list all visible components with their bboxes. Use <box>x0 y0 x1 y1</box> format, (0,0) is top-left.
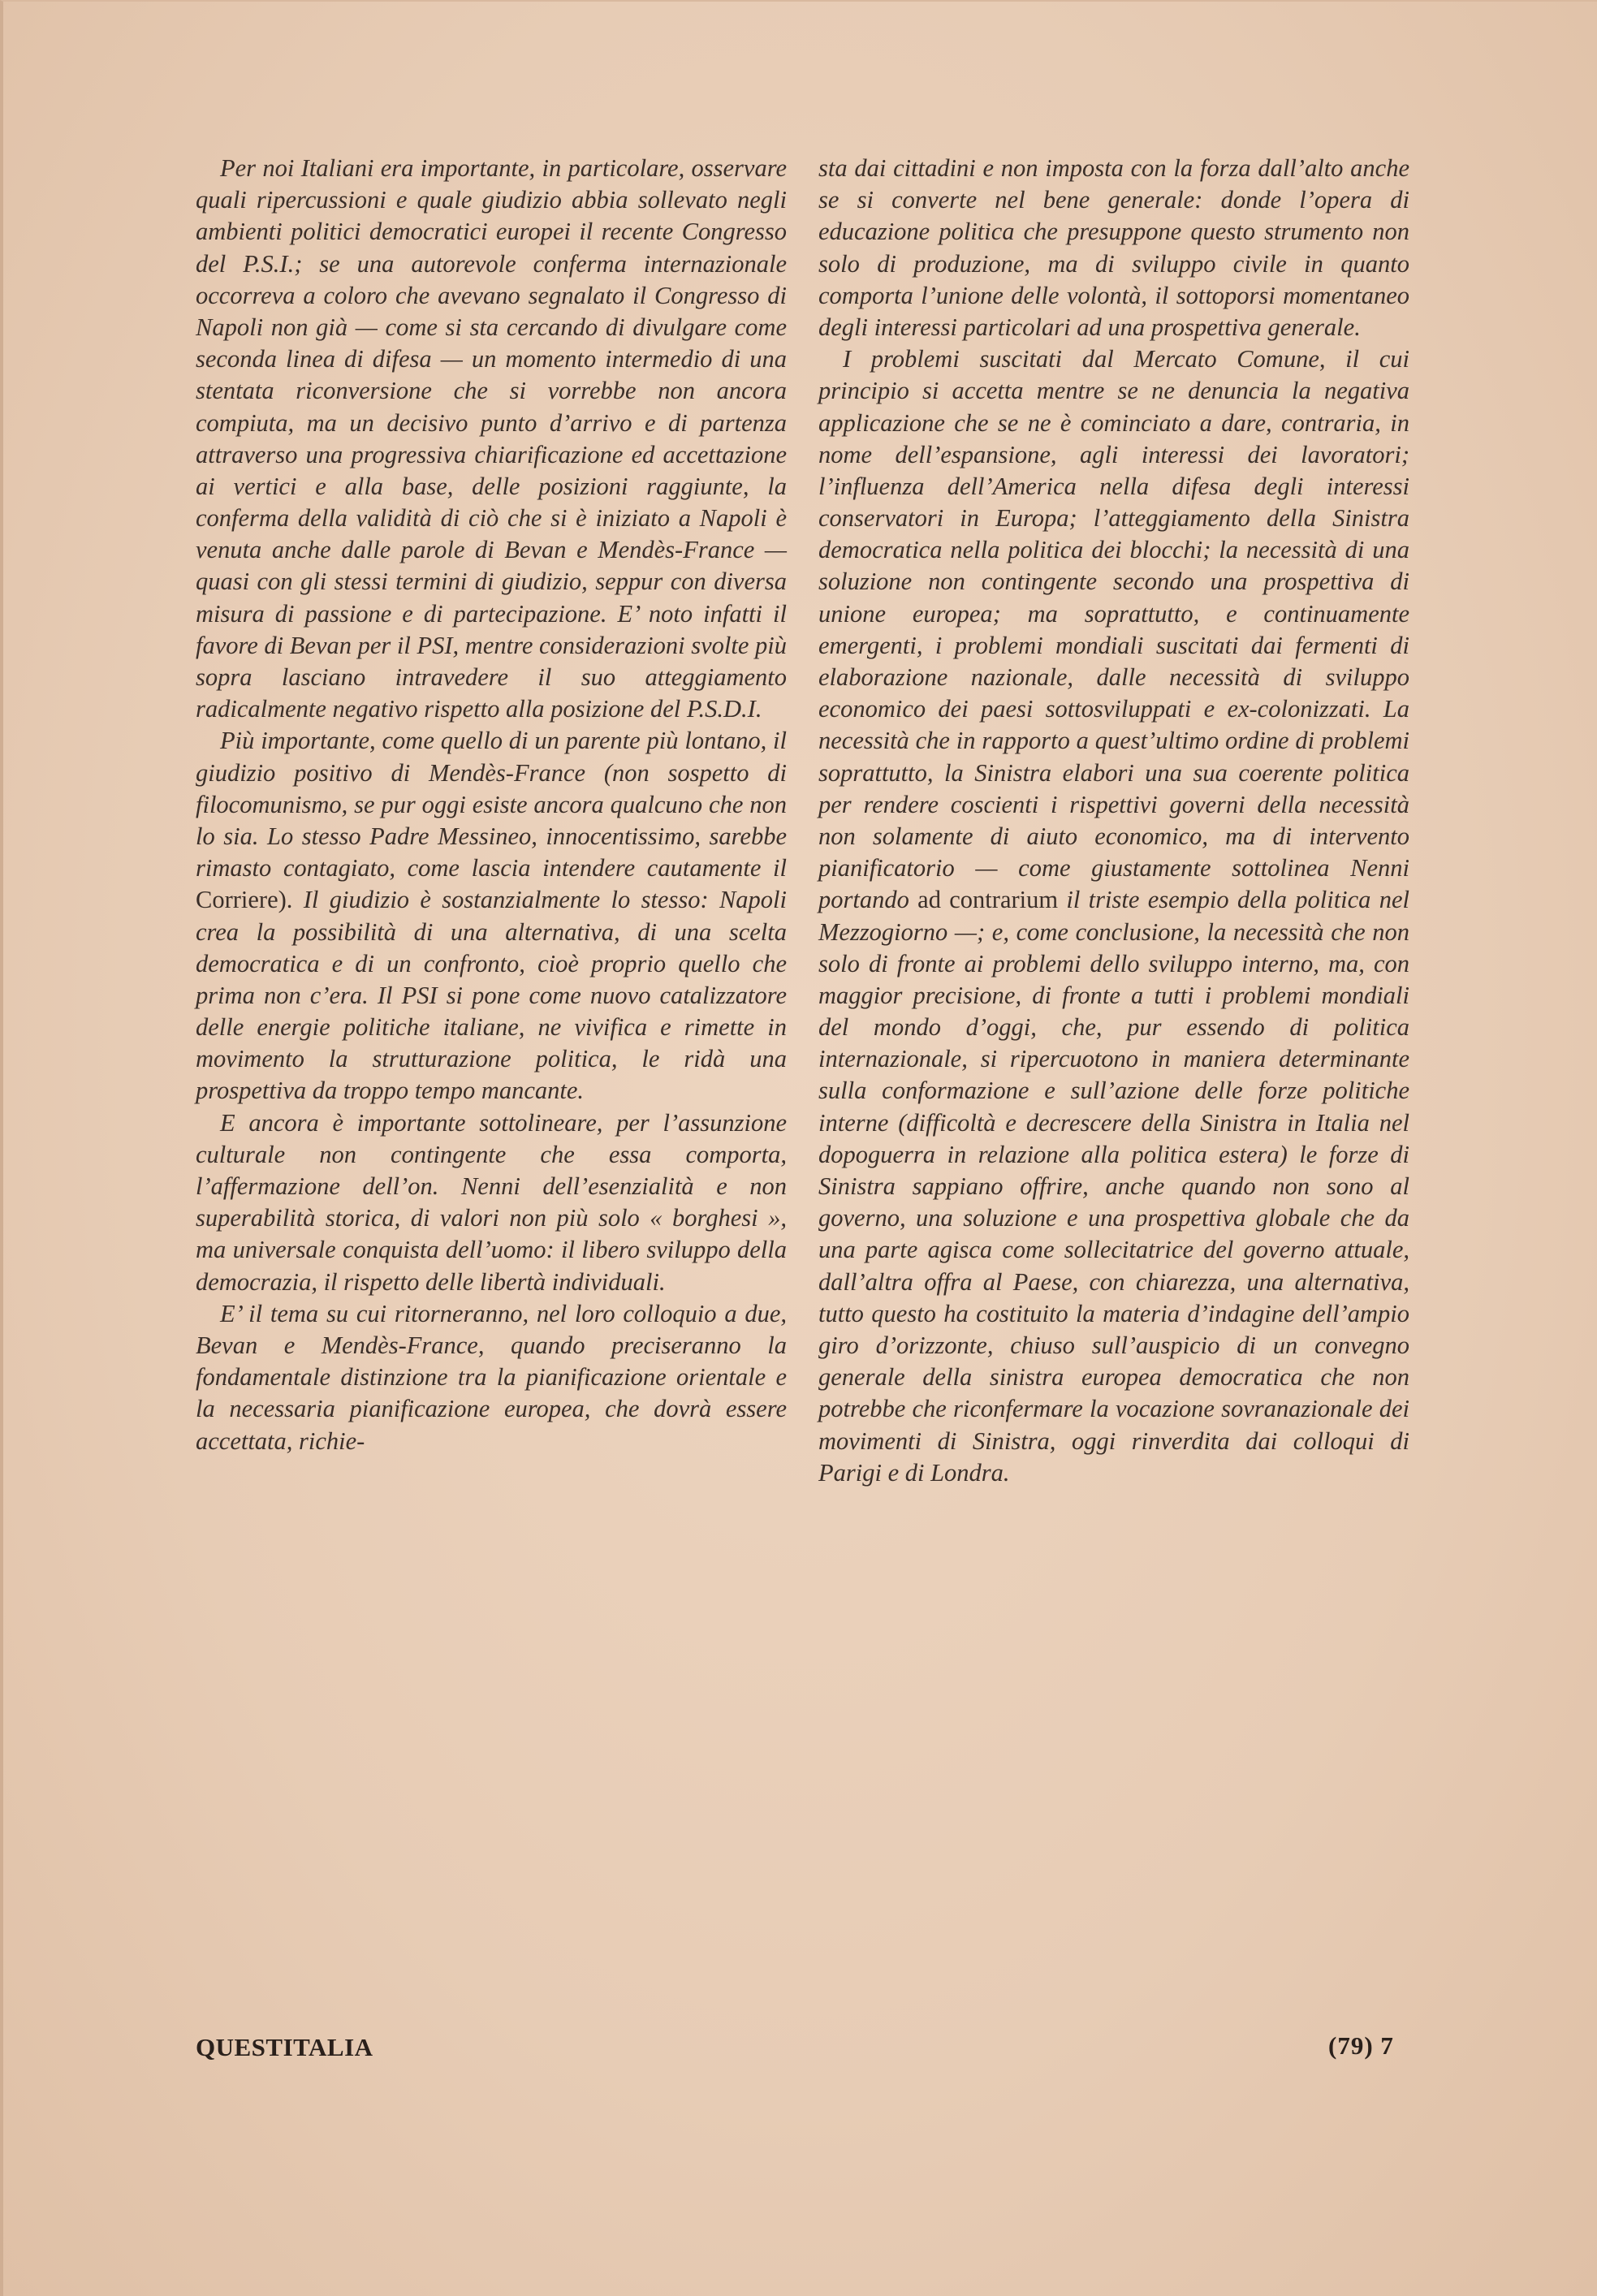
paragraph <box>196 725 787 1107</box>
right-text-column <box>818 153 1409 1489</box>
paragraph: E’ il tema su cui ritorneranno, nel loro colloquio a due, Bevan e Mendès-France, quando preciseranno la fondamentale distinzione tra la pianificazione orientale e la necessaria pianificazione europea, che dovrà essere accettata, richie- <box>196 1299 787 1455</box>
left-text-column <box>196 153 787 1457</box>
latin-phrase: ad contrarium <box>917 886 1059 914</box>
paragraph: Per noi Italiani era importante, in particolare, osservare quali ripercussioni e quale giudizio abbia sollevato negli ambienti politici democratici europei il recente Congresso del P.S.I.; se una autorevole conferma internazionale occorreva a coloro che avevano segnalato il Congresso di Napoli non già — come si sta cercando di divulgare come seconda linea di difesa — un momento intermedio di una stentata riconversione che si vorrebbe non ancora compiuta, ma un decisivo punto d’arrivo e di partenza attraverso una progressiva chiarificazione ed accettazione ai vertici e alla base, delle posizioni raggiunte, la conferma della validità di ciò che si è iniziato a Napoli è venuta anche dalle parole di Bevan e Mendès-France — quasi con gli stessi termini di giudizio, seppur con diversa misura di passione e di partecipazione. E’ noto infatti il favore di Bevan per il PSI, mentre considerazioni svolte più sopra lasciano intravedere il suo atteggiamento radicalmente negativo rispetto alla posizione del P.S.D.I. <box>196 154 787 723</box>
paragraph-text: il triste esempio della politica nel Mezzogiorno —; e, come conclusione, la necessità che non solo di fronte ai problemi dello sviluppo interno, ma, con maggior precisione, di fronte a tutti i problemi mondiali del mondo d’oggi, che, pur essendo di politica internazionale, si ripercuotono in maniera determinante sulla conformazione e sull’azione delle forze politiche interne (difficoltà e decrescere della Sinistra in Italia nel dopoguerra in relazione alla politica estera) le forze di Sinistra sappiano offrire, anche quando non sono al governo, una soluzione e una prospettiva globale che da una parte agisca come sollecitatrice del governo attuale, dall’altra offra al Paese, con chiarezza, una alternativa, tutto questo ha costituito la materia d’indagine dell’ampio giro d’orizzonte, chiuso sull’auspicio di un convegno generale della sinistra europea democratica che non potrebbe che riconfermare la vocazione sovranazionale dei movimenti di Sinistra, oggi rinverdita dai colloqui di Parigi e di Londra. <box>818 886 1410 1487</box>
paragraph-text: Il giudizio è sostanzialmente lo stesso: Napoli crea la possibilità di una alternativa, di una scelta democratica e di un confronto, cioè proprio quello che prima non c’era. Il PSI si pone come nuovo catalizzatore delle energie politiche italiane, ne vivifica e rimette in movimento la strutturazione politica, le ridà una prospettiva da troppo tempo mancante. <box>196 886 787 1105</box>
newspaper-name: Corriere). <box>196 886 293 914</box>
paragraph <box>818 343 1409 1489</box>
page-number: (79) 7 <box>1328 2031 1394 2060</box>
paragraph: sta dai cittadini e non imposta con la forza dall’alto anche se si converte nel bene generale: donde l’opera di educazione politica che presuppone questo strumento non solo di produzione, ma di sviluppo civile in quanto comporta l’unione delle volontà, il sottoporsi momentaneo degli interessi particolari ad una prospettiva generale. <box>818 154 1409 341</box>
paragraph: E ancora è importante sottolineare, per l’assunzione culturale non contingente che essa comporta, l’affermazione dell’on. Nenni dell’esenzialità e non superabilità storica, di valori non più solo « borghesi », ma universale conquista dell’uomo: il libero sviluppo della democrazia, il rispetto delle libertà individuali. <box>196 1108 787 1296</box>
paragraph-text: Più importante, come quello di un parente più lontano, il giudizio positivo di Mendès-France (non sospetto di filocomunismo, se pur oggi esiste ancora qualcuno che non lo sia. Lo stesso Padre Messineo, innocentissimo, sarebbe rimasto contagiato, come lascia intendere cautamente il <box>196 727 787 883</box>
magazine-title: QUESTITALIA <box>196 2033 373 2061</box>
paragraph-text: I problemi suscitati dal Mercato Comune, il cui principio si accetta mentre se ne denuncia la negativa applicazione che se ne è cominciato a dare, contraria, in nome dell’espansione, agli interessi dei lavoratori; l’influenza dell’America nella difesa degli interessi conservatori in Europa; l’atteggiamento della Sinistra democratica nella politica dei blocchi; la necessità di una soluzione non contingente secondo una prospettiva di unione europea; ma soprattutto, e continuamente emergenti, i problemi mondiali suscitati dai fermenti di elaborazione nazionale, dalle necessità di sviluppo economico dei paesi sottosviluppati e ex-colonizzati. La necessità che in rapporto a quest’ultimo ordine di problemi soprattutto, la Sinistra elabori una sua coerente politica per rendere coscienti i rispettivi governi della necessità non solamente di aiuto economico, ma di intervento pianificatorio — come giustamente sottolinea Nenni portando <box>818 345 1409 914</box>
